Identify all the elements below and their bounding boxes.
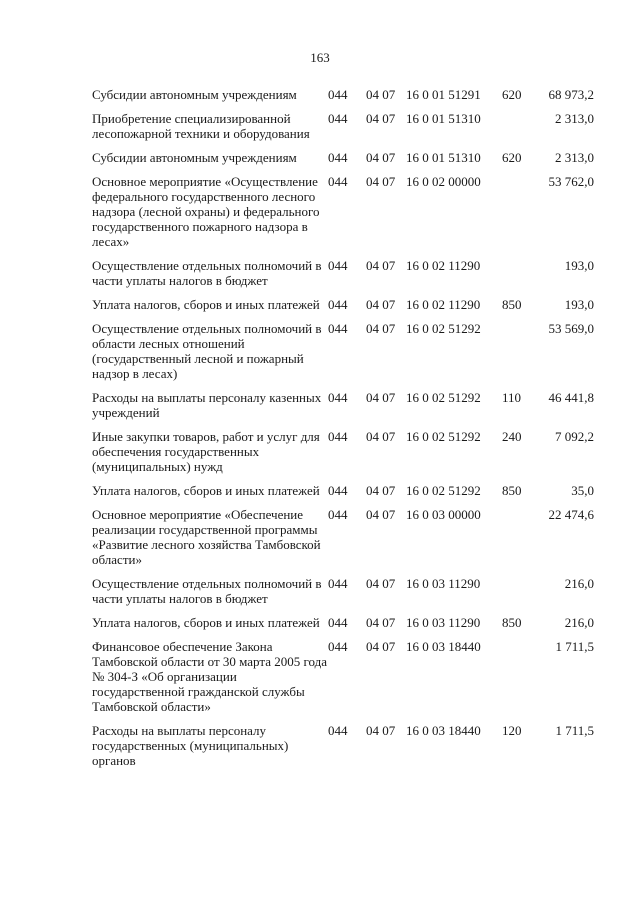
section-code: 04 07 <box>366 150 396 165</box>
expense-type-code: 620 <box>502 150 522 165</box>
item-name: Иные закупки товаров, работ и услуг для обеспечения государственных (муниципальных) нужд <box>92 429 320 474</box>
amount: 22 474,6 <box>548 507 594 522</box>
amount: 46 441,8 <box>548 390 594 405</box>
expense-type-code: 850 <box>502 297 522 312</box>
amount: 35,0 <box>571 483 594 498</box>
target-article-code: 16 0 03 11290 <box>406 576 481 591</box>
page-number: 163 <box>310 50 330 65</box>
ministry-code: 044 <box>328 150 348 165</box>
target-article-code: 16 0 02 11290 <box>406 297 481 312</box>
amount: 53 569,0 <box>548 321 594 336</box>
item-name: Уплата налогов, сборов и иных платежей <box>92 615 320 630</box>
expense-type-code: 850 <box>502 483 522 498</box>
amount: 2 313,0 <box>555 150 594 165</box>
item-name: Основное мероприятие «Обеспечение реализации государственной программы «Развитие лесного хозяйства Тамбовской области» <box>92 507 321 567</box>
expense-type-code <box>502 576 536 615</box>
target-article-code: 16 0 02 00000 <box>406 174 481 189</box>
section-code: 04 07 <box>366 390 396 405</box>
table-row <box>92 483 594 507</box>
ministry-code: 044 <box>328 174 348 189</box>
section-code: 04 07 <box>366 429 396 444</box>
target-article-code: 16 0 03 18440 <box>406 639 481 654</box>
expense-type-code <box>502 639 536 723</box>
expense-type-code: 240 <box>502 429 522 444</box>
ministry-code: 044 <box>328 507 348 522</box>
expense-type-code <box>502 111 536 150</box>
table-row <box>92 297 594 321</box>
expense-type-code <box>502 258 536 297</box>
table-row <box>92 390 594 429</box>
section-code: 04 07 <box>366 615 396 630</box>
ministry-code: 044 <box>328 429 348 444</box>
amount: 7 092,2 <box>555 429 594 444</box>
item-name: Осуществление отдельных полномочий в области лесных отношений (государственный лесной и пожарный надзор в лесах) <box>92 321 322 381</box>
item-name: Уплата налогов, сборов и иных платежей <box>92 297 320 312</box>
item-name: Субсидии автономным учреждениям <box>92 150 297 165</box>
item-name: Осуществление отдельных полномочий в части уплаты налогов в бюджет <box>92 576 322 606</box>
item-name: Приобретение специализированной лесопожарной техники и оборудования <box>92 111 310 141</box>
table-row <box>92 321 594 390</box>
section-code: 04 07 <box>366 258 396 273</box>
table-row <box>92 615 594 639</box>
section-code: 04 07 <box>366 723 396 738</box>
target-article-code: 16 0 02 51292 <box>406 483 481 498</box>
ministry-code: 044 <box>328 87 348 102</box>
amount: 193,0 <box>564 297 594 312</box>
ministry-code: 044 <box>328 483 348 498</box>
ministry-code: 044 <box>328 723 348 738</box>
table-row <box>92 639 594 723</box>
item-name: Субсидии автономным учреждениям <box>92 87 297 102</box>
amount: 216,0 <box>564 615 594 630</box>
amount: 1 711,5 <box>555 639 594 654</box>
item-name: Основное мероприятие «Осуществление федерального государственного лесного надзора (лесной охраны) и федерального государственного пожарного надзора в лесах» <box>92 174 320 249</box>
expense-type-code <box>502 321 536 390</box>
section-code: 04 07 <box>366 639 396 654</box>
table-row <box>92 576 594 615</box>
ministry-code: 044 <box>328 390 348 405</box>
table-row <box>92 174 594 258</box>
ministry-code: 044 <box>328 576 348 591</box>
target-article-code: 16 0 02 51292 <box>406 429 481 444</box>
table-row <box>92 429 594 483</box>
expense-type-code: 110 <box>502 390 522 405</box>
item-name: Осуществление отдельных полномочий в части уплаты налогов в бюджет <box>92 258 322 288</box>
amount: 193,0 <box>564 258 594 273</box>
table-row <box>92 723 594 777</box>
budget-table <box>92 87 594 777</box>
table-row <box>92 150 594 174</box>
item-name: Уплата налогов, сборов и иных платежей <box>92 483 320 498</box>
amount: 2 313,0 <box>555 111 594 126</box>
amount: 53 762,0 <box>548 174 594 189</box>
target-article-code: 16 0 01 51310 <box>406 150 481 165</box>
amount: 1 711,5 <box>555 723 594 738</box>
ministry-code: 044 <box>328 297 348 312</box>
amount: 216,0 <box>564 576 594 591</box>
expense-type-code: 120 <box>502 723 522 738</box>
item-name: Финансовое обеспечение Закона Тамбовской области от 30 марта 2005 года № 304-З «Об организации государственной гражданской службы Тамбовской области» <box>92 639 328 714</box>
target-article-code: 16 0 02 51292 <box>406 390 481 405</box>
expense-type-code <box>502 174 536 258</box>
table-row <box>92 87 594 111</box>
ministry-code: 044 <box>328 639 348 654</box>
section-code: 04 07 <box>366 111 396 126</box>
item-name: Расходы на выплаты персоналу государственных (муниципальных) органов <box>92 723 289 768</box>
ministry-code: 044 <box>328 321 348 336</box>
target-article-code: 16 0 01 51310 <box>406 111 481 126</box>
table-row <box>92 258 594 297</box>
section-code: 04 07 <box>366 576 396 591</box>
section-code: 04 07 <box>366 321 396 336</box>
item-name: Расходы на выплаты персоналу казенных учреждений <box>92 390 322 420</box>
expense-type-code <box>502 507 536 576</box>
target-article-code: 16 0 02 11290 <box>406 258 481 273</box>
target-article-code: 16 0 03 00000 <box>406 507 481 522</box>
section-code: 04 07 <box>366 507 396 522</box>
amount: 68 973,2 <box>548 87 594 102</box>
expense-type-code: 620 <box>502 87 522 102</box>
section-code: 04 07 <box>366 174 396 189</box>
section-code: 04 07 <box>366 483 396 498</box>
ministry-code: 044 <box>328 615 348 630</box>
table-row <box>92 111 594 150</box>
table-row <box>92 507 594 576</box>
ministry-code: 044 <box>328 258 348 273</box>
target-article-code: 16 0 02 51292 <box>406 321 481 336</box>
ministry-code: 044 <box>328 111 348 126</box>
target-article-code: 16 0 03 18440 <box>406 723 481 738</box>
expense-type-code: 850 <box>502 615 522 630</box>
target-article-code: 16 0 03 11290 <box>406 615 481 630</box>
section-code: 04 07 <box>366 297 396 312</box>
section-code: 04 07 <box>366 87 396 102</box>
target-article-code: 16 0 01 51291 <box>406 87 481 102</box>
